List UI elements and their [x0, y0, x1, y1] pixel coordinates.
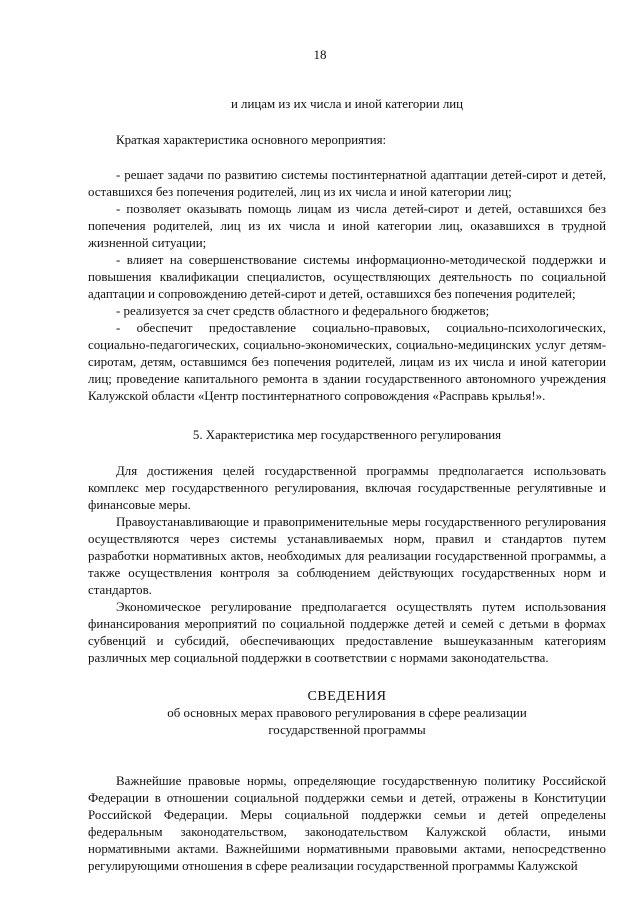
continuation-line: и лицам из их числа и иной категории лиц — [230, 97, 464, 111]
list-item: - реализуется за счет средств областного и федерального бюджетов; — [116, 304, 490, 318]
list-item: - влияет на совершенствование системы информационно-методической поддержки и повышения квалификации специалистов, осуществляющих деятельность по социальной адаптации и сопровождению детей-сирот и детей, оставшихся без попечения родителей; — [88, 253, 606, 301]
brief-heading: Краткая характеристика основного мероприятия: — [116, 133, 387, 147]
page-content — [88, 96, 606, 875]
paragraph: Для достижения целей государственной программы предполагается использовать комплекс мер государственного регулирования, включая государственные регулятивные и финансовые меры. — [88, 464, 606, 512]
svedeniya-subtitle: об основных мерах правового регулирования в сфере реализации — [167, 706, 527, 720]
spacer — [88, 739, 606, 773]
svedeniya-subtitle: государственной программы — [268, 723, 426, 737]
characteristics-list — [88, 167, 606, 405]
list-item: - позволяет оказывать помощь лицам из числа детей-сирот и детей, оставшихся без попечения родителей, лиц из их числа и иной категории лиц, оказавшихся в трудной жизненной ситуации; — [88, 202, 606, 250]
svedeniya-title: СВЕДЕНИЯ — [307, 689, 387, 704]
list-item: - решает задачи по развитию системы постинтернатной адаптации детей-сирот и детей, оставшихся без попечения родителей, лиц из их числа и иной категории лиц; — [88, 168, 606, 199]
section-heading: 5. Характеристика мер государственного регулирования — [192, 428, 502, 442]
paragraph: Важнейшие правовые нормы, определяющие государственную политику Российской Федерации в отношении социальной поддержки семьи и детей, отражены в Конституции Российской Федерации. Меры социальной поддержки семьи и детей определены федеральным законодательством, законодательством Калужской области, иными нормативными актами. Важнейшими нормативными правовыми актами, непосредственно регулирующими отношения в сфере реализации государственной программы Калужской — [88, 774, 606, 873]
paragraph: Правоустанавливающие и правоприменительные меры государственного регулирования осуществляются через системы устанавливаемых норм, правил и стандартов путем разработки нормативных актов, необходимых для реализации государственной программы, а также осуществления контроля за соблюдением действующих государственных норм и стандартов. — [88, 515, 606, 597]
section-body — [88, 463, 606, 667]
list-item: - обеспечит предоставление социально-правовых, социально-психологических, социально-педагогических, социально-экономических, социально-медицинских услуг детям-сиротам, детям, оставшимся без попечения родителей, лицам из их числа и иной категории лиц; проведение капитального ремонта в здании государственного автономного учреждения Калужской области «Центр постинтернатного сопровождения «Расправь крылья!». — [88, 321, 606, 403]
page-number: 18 — [313, 47, 327, 62]
paragraph: Экономическое регулирование предполагается осуществлять путем использования финансирования мероприятий по социальной поддержке детей и семей с детьми в формах субвенций и субсидий, обеспечивающих предоставление вышеуказанным категориям различных мер социальной поддержки в соответствии с нормами законодательства. — [88, 600, 606, 665]
